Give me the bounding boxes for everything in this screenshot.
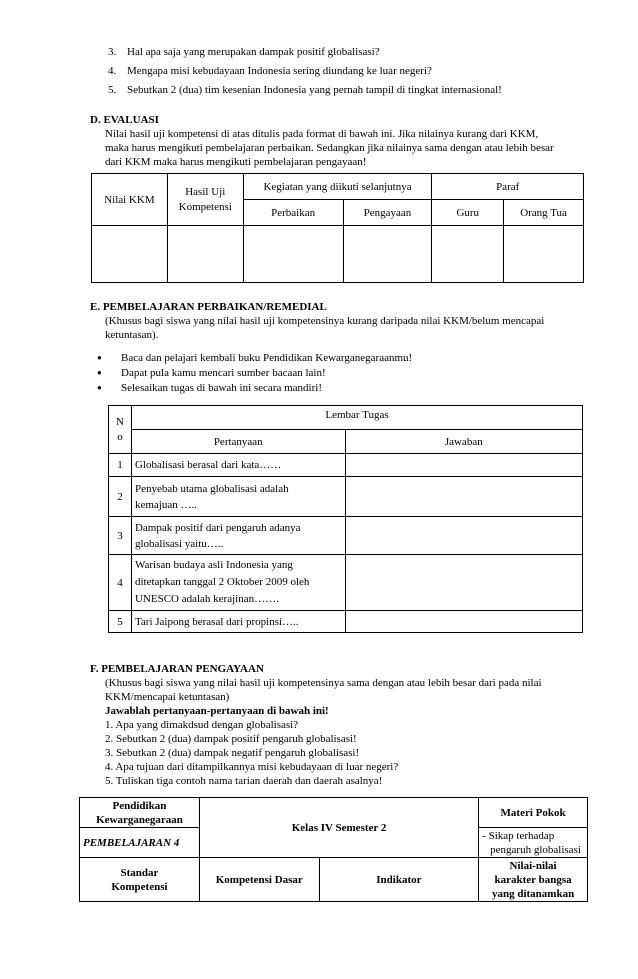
paragraph-line: ketuntasan).: [105, 329, 159, 341]
table-row: [109, 454, 583, 477]
question-text: Warisan budaya asli Indonesia yang: [134, 559, 293, 571]
cell-kompetensi-dasar: Kompetensi Dasar: [199, 858, 319, 902]
table-row: [109, 477, 583, 517]
row-number: 2: [109, 477, 132, 517]
row-number: 5: [109, 611, 132, 633]
task-table: [108, 405, 583, 633]
cell-pendidikan: [80, 798, 200, 828]
paragraph-line: (Khusus bagi siswa yang nilai hasil uji kompetensinya kurang daripada nilai KKM/belum mencapai: [105, 315, 545, 327]
question-text: Penyebab utama globalisasi adalah: [134, 482, 289, 495]
table-cell[interactable]: [92, 226, 168, 283]
header-paraf: Paraf: [432, 174, 584, 200]
table-row: [109, 611, 583, 633]
pendidikan-line2: Kewarganegaraan: [96, 813, 183, 826]
table-cell[interactable]: [243, 226, 343, 283]
header-no-line2: o: [117, 430, 123, 443]
list-number: 4.: [108, 65, 117, 77]
answer-cell[interactable]: [345, 454, 582, 477]
answer-cell[interactable]: [345, 477, 582, 517]
bullet-item: ● Dapat pula kamu mencari sumber bacaan lain!: [121, 366, 326, 380]
question-text: Dampak positif dari pengaruh adanya: [134, 521, 301, 534]
table-cell[interactable]: [504, 226, 584, 283]
header-nilai-kkm: Nilai KKM: [92, 174, 168, 226]
question-text: ditetapkan tanggal 2 Oktober 2009 oleh: [134, 576, 310, 588]
header-hasil-uji-line1: Hasil Uji: [185, 185, 226, 198]
section-heading-pengayaan: F. PEMBELAJARAN PENGAYAAN: [90, 663, 264, 675]
paragraph-line: KKM/mencapai ketuntasan): [105, 691, 230, 703]
standar-line1: Standar: [120, 866, 159, 879]
cell-pembelajaran: [80, 828, 200, 858]
header-jawaban: Jawaban: [345, 430, 582, 454]
question-text: Globalisasi berasal dari kata……: [134, 459, 282, 471]
cell-kelas: Kelas IV Semester 2: [199, 798, 478, 858]
question-cell: [131, 454, 345, 477]
lesson-plan-table: [79, 797, 588, 902]
answer-cell[interactable]: [345, 611, 582, 633]
question-item: 4. Apa tujuan dari ditampilkannya misi kebudayaan di luar negeri?: [105, 761, 399, 773]
list-number: 5.: [108, 84, 117, 96]
row-number: 3: [109, 517, 132, 555]
header-kegiatan: Kegiatan yang diikuti selanjutnya: [243, 174, 432, 200]
paragraph-line: maka harus mengikuti pembelajaran perbaikan. Sedangkan jika nilainya sama dengan atau lebih besar: [105, 142, 554, 154]
table-row: [109, 517, 583, 555]
paragraph-line: (Khusus bagi siswa yang nilai hasil uji kompetensinya sama dengan atau lebih besar dari pada nilai: [105, 677, 542, 689]
bullet-item: ● Selesaikan tugas di bawah ini secara mandiri!: [121, 381, 322, 395]
list-item: Hal apa saja yang merupakan dampak positif globalisasi?: [127, 46, 380, 58]
header-pertanyaan: Pertanyaan: [131, 430, 345, 454]
section-heading-remedial: E. PEMBELAJARAN PERBAIKAN/REMEDIAL: [90, 301, 327, 313]
header-lembar-tugas: Lembar Tugas: [131, 406, 582, 430]
header-perbaikan: Perbaikan: [243, 200, 343, 226]
nilai-line2: karakter bangsa: [494, 873, 572, 886]
list-item: Sebutkan 2 (dua) tim kesenian Indonesia yang pernah tampil di tingkat internasional!: [127, 84, 502, 96]
section-heading-evaluasi: D. EVALUASI: [90, 114, 159, 126]
sikap-line2: pengaruh globalisasi: [490, 843, 581, 856]
question-text: UNESCO adalah kerajinan…….: [134, 593, 279, 605]
sikap-line1: - Sikap terhadap: [482, 829, 555, 842]
question-item: 5. Tuliskan tiga contoh nama tarian daerah dan daerah asalnya!: [105, 775, 383, 787]
header-no-line1: N: [116, 415, 124, 428]
list-number: 3.: [108, 46, 117, 58]
evaluation-table: [91, 173, 584, 283]
question-cell: [131, 611, 345, 633]
paragraph-line: dari KKM maka harus mengikuti pembelajaran pengayaan!: [105, 156, 367, 168]
question-cell: [131, 555, 345, 611]
question-item: 2. Sebutkan 2 (dua) dampak positif pengaruh globalisasi!: [105, 733, 357, 745]
table-cell[interactable]: [432, 226, 504, 283]
nilai-line1: Nilai-nilai: [509, 859, 557, 872]
cell-materi-pokok: Materi Pokok: [479, 798, 588, 828]
standar-line2: Kompetensi: [111, 880, 168, 893]
cell-standar-kompetensi: [80, 858, 200, 902]
list-item: Mengapa misi kebudayaan Indonesia sering diundang ke luar negeri?: [127, 65, 432, 77]
header-pengayaan: Pengayaan: [343, 200, 432, 226]
answer-cell[interactable]: [345, 517, 582, 555]
paragraph-line: Nilai hasil uji kompetensi di atas ditulis pada format di bawah ini. Jika nilainya kurang dari KKM,: [105, 128, 539, 140]
table-row: [109, 555, 583, 611]
cell-nilai-karakter: [479, 858, 588, 902]
answer-cell[interactable]: [345, 555, 582, 611]
question-item: 1. Apa yang dimakdsud dengan globalisasi?: [105, 719, 299, 731]
header-hasil-uji-line2: Kompetensi: [178, 200, 232, 213]
question-item: 3. Sebutkan 2 (dua) dampak negatif pengaruh globalisasi!: [105, 747, 360, 759]
table-cell[interactable]: [167, 226, 243, 283]
pembelajaran-label: PEMBELAJARAN 4: [83, 836, 180, 849]
bullet-item: ● Baca dan pelajari kembali buku Pendidikan Kewarganegaraanmu!: [121, 351, 412, 365]
header-no: [109, 406, 132, 454]
pendidikan-line1: Pendidikan: [112, 799, 167, 812]
header-orang-tua: Orang Tua: [504, 200, 584, 226]
nilai-line3: yang ditanamkan: [491, 887, 575, 900]
cell-indikator: Indikator: [319, 858, 479, 902]
question-text: kemajuan …..: [134, 498, 197, 511]
pengayaan-subheading: Jawablah pertanyaan-pertanyaan di bawah ini!: [105, 705, 329, 717]
header-guru: Guru: [432, 200, 504, 226]
question-cell: [131, 477, 345, 517]
question-cell: [131, 517, 345, 555]
row-number: 4: [109, 555, 132, 611]
header-hasil-uji: [167, 174, 243, 226]
table-cell[interactable]: [343, 226, 432, 283]
question-text: globalisasi yaitu…..: [134, 537, 224, 550]
cell-sikap: [479, 828, 588, 858]
row-number: 1: [109, 454, 132, 477]
question-text: Tari Jaipong berasal dari propinsi…..: [134, 615, 299, 628]
